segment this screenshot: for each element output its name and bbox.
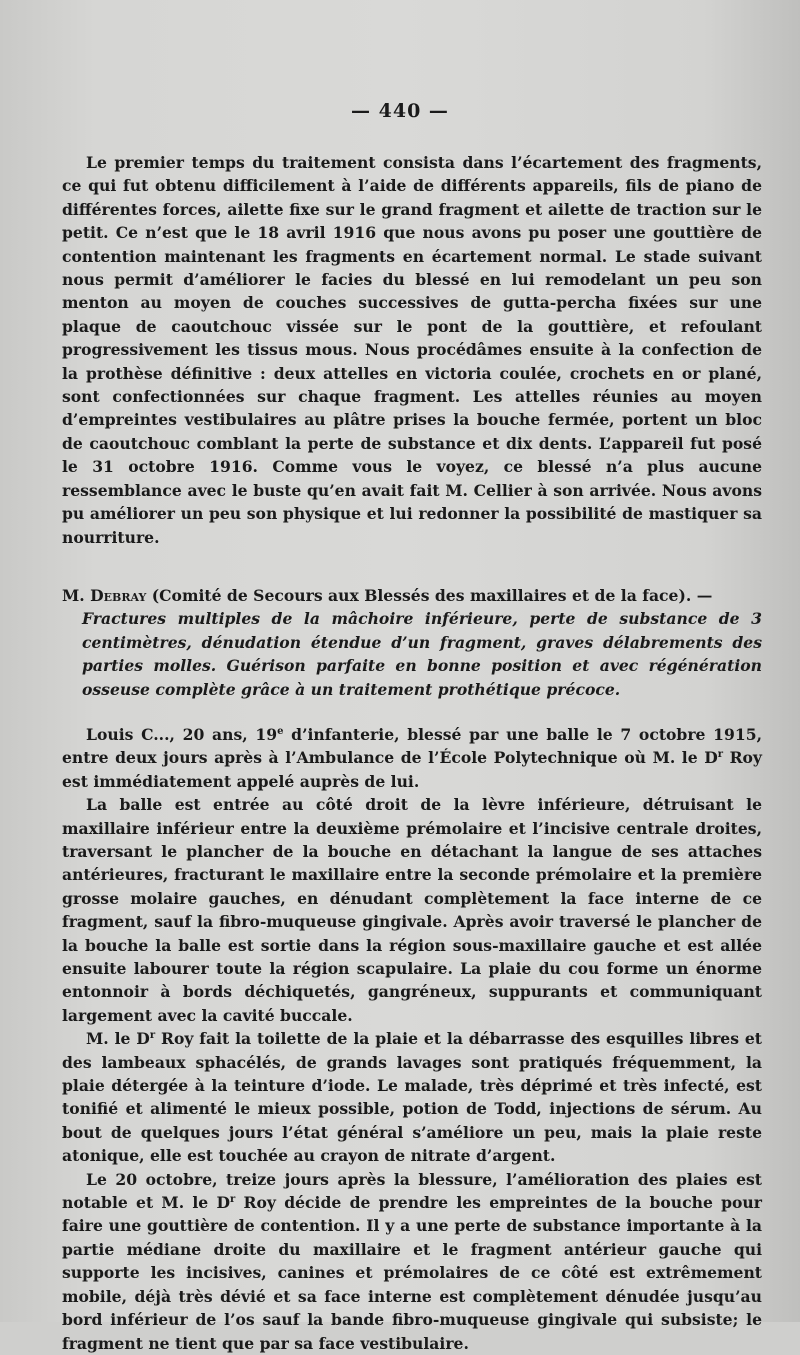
case-intro-middle: d’infanterie, blessé par une balle le 7 octobre 1915, entre deux jours après à l’Ambulance de l’École Polytechnique où M. le D	[62, 724, 763, 768]
paragraph-wound: La balle est entrée au côté droit de la lèvre inférieure, détruisant le maxillaire inférieur entre la deuxième prémolaire et l’incisive centrale droites, traversant le plancher de la bouche en détachant la langue de ses attaches antérieures, fracturant le maxillaire entre la seconde prémolaire et la première grosse molaire gauches, en dénudant complètement la face interne de ce fragment, sauf la fibro-muqueuse gingivale. Après avoir traversé le plancher de la bouche la balle est sortie dans la région sous-maxillaire gauche et est allée ensuite labourer toute la région scapulaire. La plaie du cou forme un énorme entonnoir à bords déchiquetés, gangréneux, suppurants et communiquant largement avec la cavité buccale.	[62, 795, 762, 1025]
communication-title: Fractures multiples de la mâchoire inférieure, perte de substance de 3 centimètres, dénudation étendue d’un fragment, graves délabrements des parties molles. Guérison parfaite en bonne position et avec régénération osseuse complète grâce à un traitement prothétique précoce.	[82, 609, 762, 699]
doctor-sup: r	[717, 749, 724, 761]
paragraph-treatment: Le premier temps du traitement consista dans l’écartement des fragments, ce qui fut obtenu difficilement à l’aide de différents appareils, fils de piano de différentes forces, ailette fixe sur le grand fragment et ailette de traction sur le petit. Ce n’est que le 18 avril 1916 que nous avons pu poser une gouttière de contention maintenant les fragments en écartement normal. Le stade suivant nous permit d’améliorer le facies du blessé en lui remodelant un peu son menton au moyen de couches successives de gutta-percha fixées sur une plaque de caoutchouc vissée sur le pont de la gouttière, et refoulant progressivement les tissus mous. Nous procédâmes ensuite à la confection de la prothèse définitive : deux attelles en victoria coulée, crochets en or plané, sont confectionnées sur chaque fragment. Les attelles réunies au moyen d’empreintes vestibulaires au plâtre prises la bouche fermée, portent un bloc de caoutchouc comblant la perte de substance et dix dents. L’appareil fut posé le 31 octobre 1916. Comme vous le voyez, ce blessé n’a plus aucune ressemblance avec le buste qu’en avait fait M. Cellier à son arrivée. Nous avons pu améliorer un peu son physique et lui redonner la possibilité de mastiquer sa nourriture.	[62, 153, 762, 547]
paragraph-care	[62, 1027, 762, 1167]
case-intro-start: Louis C..., 20 ans, 19	[86, 724, 278, 744]
paragraph-case-intro	[62, 723, 762, 793]
doctor-sup: r	[149, 1030, 156, 1042]
author-prefix: M.	[62, 585, 85, 605]
care-start: M. le D	[86, 1029, 150, 1049]
impressions-rest: Roy décide de prendre les empreintes de la bouche pour faire une gouttière de contention. Il y a une perte de substance importante à la partie médiane droite du maxillaire et le fragment antérieur gauche qui supporte les incisives, canines et prémolaires de ce côté est extrêmement mobile, déjà très dévié et sa face interne est complètement dénudée jusqu’au bord inférieur de l’os sauf la bande fibro-muqueuse gingivale qui subsiste; le fragment ne tient que par sa face vestibulaire.	[62, 1193, 762, 1353]
author-name: Debray	[90, 585, 147, 605]
case-intro-end: Roy est immédiatement appelé auprès de lui.	[62, 748, 762, 791]
paragraph-impressions	[62, 1168, 762, 1355]
author-affiliation: (Comité de Secours aux Blessés des maxillaires et de la face). —	[151, 585, 713, 605]
ordinal-sup: e	[277, 725, 284, 737]
communication-heading	[62, 584, 762, 607]
impressions-start: Le 20 octobre, treize jours après la blessure, l’amélioration des plaies est notable et M. le D	[62, 1169, 762, 1213]
page-number: — 440 —	[351, 100, 449, 122]
doctor-sup: r	[230, 1193, 236, 1205]
body-text	[62, 151, 762, 1355]
care-rest: Roy fait la toilette de la plaie et la débarrasse des esquilles libres et des lambeaux sphacélés, de grands lavages sont pratiqués fréquemment, la plaie détergée à la teinture d’iode. Le malade, très déprimé et très infecté, est tonifié et alimenté le mieux possible, potion de Todd, injections de sérum. Au bout de quelques jours l’état général s’améliore un peu, mais la plaie reste atonique, elle est touchée au crayon de nitrate d’argent.	[62, 1029, 762, 1166]
